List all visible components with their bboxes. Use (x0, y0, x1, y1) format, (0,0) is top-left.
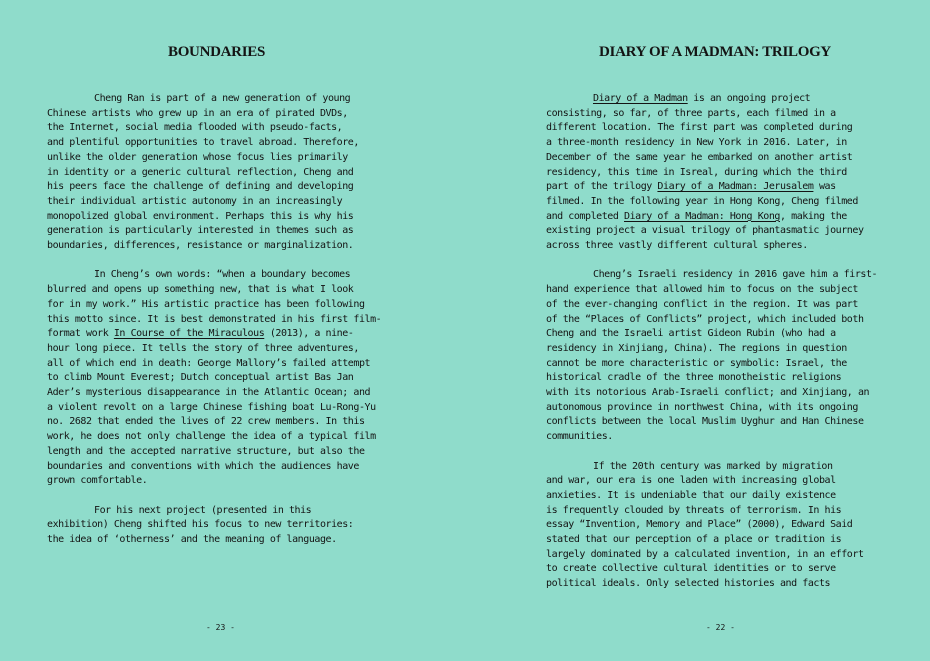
text-run: their individual artistic autonomy in an increasingly (47, 195, 343, 207)
text-run: blurred and opens up something new, that is what I look (47, 284, 354, 296)
text-line (546, 415, 906, 430)
text-run: length and the accepted narrative structure, but also the (47, 445, 365, 457)
text-line (546, 504, 906, 519)
text-run: to climb Mount Everest; Dutch conceptual artist Bas Jan (47, 372, 354, 384)
work-title: Diary of a Madman: Jerusalem (657, 181, 814, 193)
text-line (546, 107, 906, 122)
text-line (546, 562, 906, 577)
text-line (546, 371, 906, 386)
text-run: If the 20th century was marked by migration (593, 460, 833, 472)
text-run: and plentiful opportunities to travel abroad. Therefore, (47, 137, 359, 149)
work-title: Diary of a Madman (593, 93, 688, 104)
text-run: with its notorious Arab-Israeli conflict; and Xinjiang, an (546, 387, 870, 399)
text-line (47, 268, 407, 283)
text-line (546, 210, 906, 225)
text-line (47, 445, 407, 460)
text-run: autonomous province in northwest China, with its ongoing (546, 401, 858, 413)
text-line (47, 107, 407, 122)
text-line (546, 166, 906, 181)
text-line (47, 151, 407, 166)
text-line (546, 460, 906, 475)
text-run: essay “Invention, Memory and Place” (2000), Edward Said (546, 519, 853, 531)
text-line (546, 121, 906, 136)
text-line (546, 313, 906, 328)
text-run: for in my work.” His artistic practice has been following (47, 298, 365, 310)
text-line (47, 474, 407, 489)
text-run: no. 2682 that ended the lives of 22 crew members. In this (47, 416, 365, 428)
text-run: stated that our perception of a place or tradition is (546, 534, 842, 546)
work-title: In Course of the Miraculous (113, 328, 265, 340)
text-line (546, 239, 906, 254)
text-line (47, 136, 407, 151)
text-run: of the ever-changing conflict in the region. It was part (546, 298, 858, 310)
text-run: part of the trilogy (546, 181, 658, 193)
text-run: is an ongoing project (687, 93, 811, 104)
right-page (465, 0, 930, 661)
text-line (546, 548, 906, 563)
text-run: For his next project (presented in this (94, 504, 312, 516)
text-run: in identity or a generic cultural reflection, Cheng and (47, 166, 354, 178)
text-run: historical cradle of the three monotheistic religions (546, 372, 842, 384)
text-line (546, 401, 906, 416)
text-run: boundaries, differences, resistance or marginalization. (47, 240, 354, 252)
text-run: hand experience that allowed him to focus on the subject (546, 284, 858, 296)
text-line (546, 92, 906, 107)
text-line (47, 460, 407, 475)
text-run: work, he does not only challenge the idea of a typical film (47, 431, 376, 443)
text-run: communities. (546, 431, 613, 443)
text-line (546, 386, 906, 401)
text-run: the Internet, social media flooded with pseudo-facts, (47, 122, 343, 134)
text-line (47, 401, 407, 416)
text-line (47, 327, 407, 342)
work-title: Diary of a Madman: Hong Kong (624, 210, 780, 222)
text-line (47, 121, 407, 136)
text-line (546, 151, 906, 166)
page-number: - 23 - (206, 623, 235, 632)
text-run: political ideals. Only selected histories and facts (546, 578, 831, 590)
text-run: Cheng Ran is part of a new generation of young (94, 93, 351, 104)
text-line (47, 386, 407, 401)
text-run: Cheng’s Israeli residency in 2016 gave him a first- (593, 269, 878, 281)
text-run: (2013), a nine- (264, 328, 354, 340)
text-run: consisting, so far, of three parts, each filmed in a (546, 107, 836, 119)
text-run: generation is particularly interested in themes such as (47, 225, 354, 237)
text-line (546, 342, 906, 357)
text-run: grown comfortable. (47, 475, 148, 487)
text-line (47, 430, 407, 445)
text-run: was (813, 181, 836, 193)
text-run: residency, this time in Isreal, during which the third (546, 166, 847, 178)
text-line (546, 180, 906, 195)
text-run: December of the same year he embarked on another artist (546, 151, 853, 163)
text-run: format work (47, 328, 114, 340)
paragraph (546, 460, 906, 592)
paragraph (47, 504, 407, 548)
text-run: exhibition) Cheng shifted his focus to new territories: (47, 519, 354, 531)
text-line (546, 327, 906, 342)
text-run: across three vastly different cultural spheres. (546, 240, 808, 252)
text-line (546, 268, 906, 283)
text-run: different location. The first part was completed during (546, 122, 853, 134)
text-run: Cheng and the Israeli artist Gideon Rubin (who had a (546, 328, 836, 340)
text-line (47, 371, 407, 386)
text-run: his peers face the challenge of defining and developing (47, 181, 354, 193)
text-run: existing project a visual trilogy of phantasmatic journey (546, 225, 864, 237)
text-line (47, 283, 407, 298)
text-line (546, 283, 906, 298)
text-line (47, 342, 407, 357)
text-line (47, 533, 407, 548)
text-line (546, 518, 906, 533)
text-line (546, 577, 906, 592)
text-line (47, 504, 407, 519)
paragraph (47, 92, 407, 254)
text-run: conflicts between the local Muslim Uyghur and Han Chinese (546, 416, 864, 428)
body-text (546, 92, 906, 607)
paragraph (47, 268, 407, 489)
text-run: filmed. In the following year in Hong Kong, Cheng filmed (546, 195, 858, 207)
text-run: hour long piece. It tells the story of three adventures, (47, 342, 359, 354)
text-line (546, 357, 906, 372)
text-run: cannot be more characteristic or symbolic: Israel, the (546, 357, 847, 369)
text-line (47, 210, 407, 225)
text-line (546, 224, 906, 239)
page-title: DIARY OF A MADMAN: TRILOGY (599, 44, 831, 60)
text-line (546, 489, 906, 504)
text-line (47, 195, 407, 210)
text-run: monopolized global environment. Perhaps this is why his (47, 210, 354, 222)
text-run: is frequently clouded by threats of terrorism. In his (546, 504, 842, 516)
text-line (47, 357, 407, 372)
text-run: , making the (779, 210, 847, 222)
text-line (47, 224, 407, 239)
text-run: all of which end in death: George Mallory’s failed attempt (47, 357, 371, 369)
text-run: Chinese artists who grew up in an era of pirated DVDs, (47, 107, 348, 119)
text-run: of the “Places of Conflicts” project, which included both (546, 313, 864, 325)
page-number: - 22 - (706, 623, 735, 632)
paragraph (546, 92, 906, 254)
text-line (47, 313, 407, 328)
text-run: and war, our era is one laden with increasing global (546, 475, 836, 487)
text-run: anxieties. It is undeniable that our daily existence (546, 489, 836, 501)
text-run: to create collective cultural identities or to serve (546, 563, 836, 575)
text-line (47, 180, 407, 195)
text-line (47, 239, 407, 254)
text-run: a violent revolt on a large Chinese fishing boat Lu-Rong-Yu (47, 401, 376, 413)
text-run: and completed (546, 210, 624, 222)
text-line (546, 136, 906, 151)
text-line (47, 415, 407, 430)
text-line (546, 195, 906, 210)
paragraph (546, 268, 906, 444)
text-run: a three-month residency in New York in 2016. Later, in (546, 137, 847, 149)
text-run: boundaries and conventions with which the audiences have (47, 460, 359, 472)
text-run: Ader’s mysterious disappearance in the Atlantic Ocean; and (47, 387, 371, 399)
page-title: BOUNDARIES (167, 44, 266, 60)
text-line (47, 166, 407, 181)
text-run: residency in Xinjiang, China). The regions in question (546, 342, 847, 354)
text-line (546, 298, 906, 313)
text-line (546, 474, 906, 489)
text-line (47, 298, 407, 313)
text-line (546, 430, 906, 445)
text-line (47, 92, 407, 107)
text-run: largely dominated by a calculated invention, in an effort (546, 548, 864, 560)
body-text (47, 92, 407, 562)
text-run: the idea of ‘otherness’ and the meaning of language. (47, 534, 337, 546)
text-run: unlike the older generation whose focus lies primarily (47, 151, 348, 163)
text-line (47, 518, 407, 533)
text-run: this motto since. It is best demonstrated in his first film- (47, 313, 382, 325)
text-run: In Cheng’s own words: “when a boundary becomes (94, 269, 351, 281)
text-line (546, 533, 906, 548)
